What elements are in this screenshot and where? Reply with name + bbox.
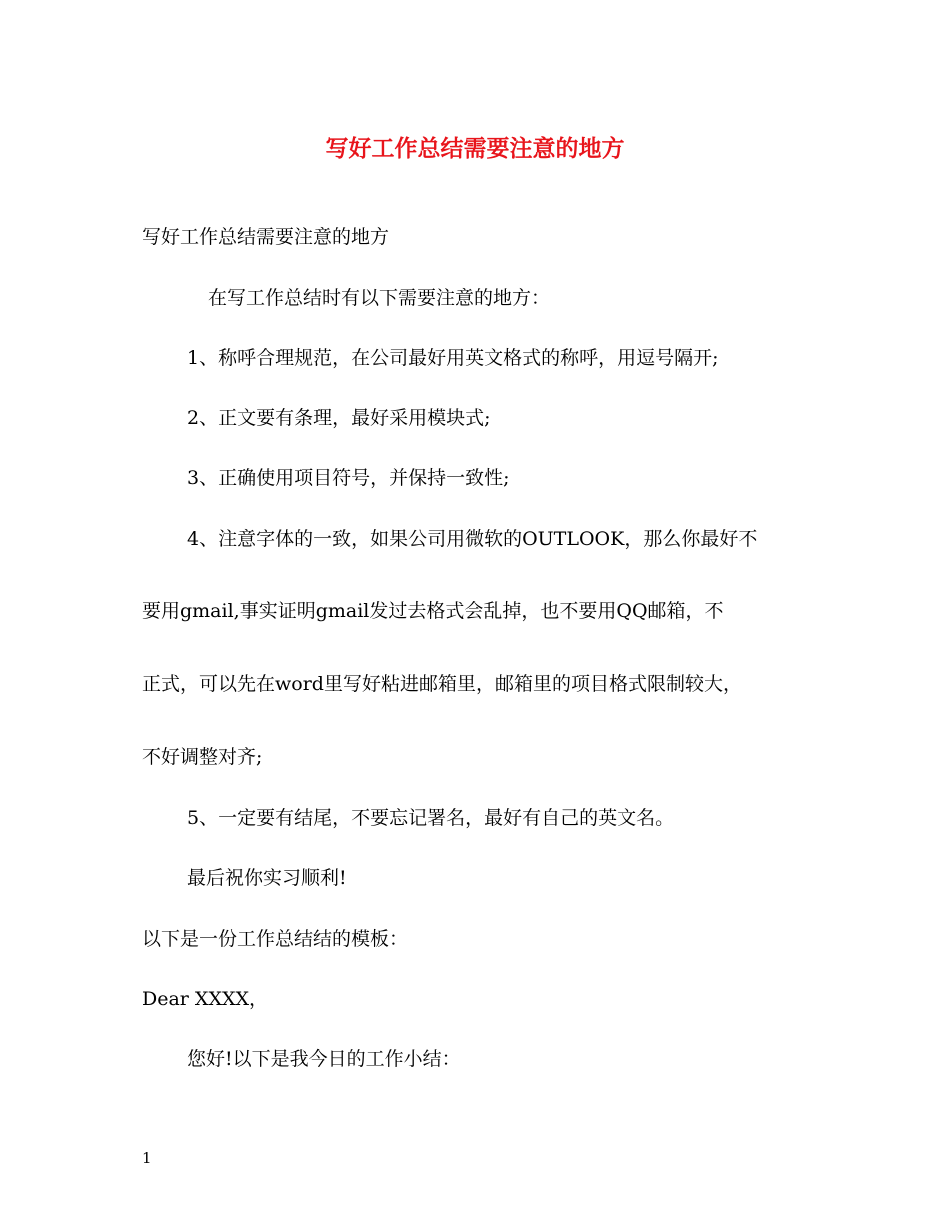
page-number: 1 <box>142 1149 152 1167</box>
list-item-4-line-2: 要用gmail,事实证明gmail发过去格式会乱掉，也不要用QQ邮箱，不 <box>142 600 724 622</box>
subtitle-line: 写好工作总结需要注意的地方 <box>142 226 390 248</box>
list-item-1: 1、称呼合理规范，在公司最好用英文格式的称呼，用逗号隔开; <box>187 347 719 369</box>
list-item-5: 5、一定要有结尾，不要忘记署名，最好有自己的英文名。 <box>187 807 675 829</box>
template-intro: 以下是一份工作总结结的模板： <box>142 928 409 950</box>
document-title: 写好工作总结需要注意的地方 <box>325 135 625 162</box>
list-item-4-line-3: 正式，可以先在word里写好粘进邮箱里，邮箱里的项目格式限制较大， <box>142 673 742 695</box>
letter-greeting: 您好!以下是我今日的工作小结： <box>187 1048 461 1070</box>
closing-wish: 最后祝你实习顺利! <box>187 867 347 889</box>
list-item-4-line-4: 不好调整对齐; <box>142 746 263 768</box>
letter-salutation: Dear XXXX， <box>142 988 269 1010</box>
intro-line: 在写工作总结时有以下需要注意的地方： <box>208 287 551 309</box>
list-item-4-line-1: 4、注意字体的一致，如果公司用微软的OUTLOOK，那么你最好不 <box>187 528 758 550</box>
list-item-2: 2、正文要有条理，最好采用模块式; <box>187 407 491 429</box>
list-item-3: 3、正确使用项目符号，并保持一致性; <box>187 467 510 489</box>
